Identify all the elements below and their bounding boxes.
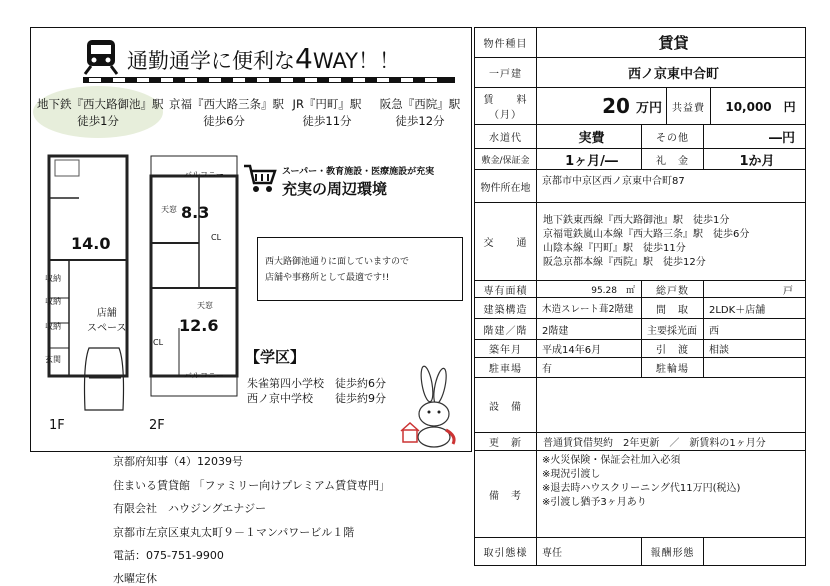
area-label: 専有面積 [475, 281, 537, 297]
address-label: 物件所在地 [475, 170, 537, 202]
bike-parking-label: 駐輪場 [642, 358, 704, 377]
row-equipment [475, 378, 805, 433]
layout-label: 間 取 [642, 298, 704, 318]
cl-label-2: CL [153, 338, 164, 347]
common-fee-value: 10,000 円 [725, 99, 796, 114]
row-built [475, 340, 805, 358]
built-label: 築年月 [475, 340, 537, 357]
rent-value: 20 万円 [537, 88, 667, 124]
remarks-label: 備 考 [475, 451, 537, 537]
deal-type-value: 専任 [537, 538, 642, 565]
bike-parking-value [704, 358, 805, 377]
handover-value: 相談 [709, 345, 729, 356]
cl-label-1: CL [211, 233, 222, 242]
common-fee-label: 共益費 [667, 88, 711, 124]
area-value: 95.28 ㎡ [537, 281, 642, 297]
balcony-bottom-label: バルコニー [184, 371, 224, 380]
company-brand: 住まいる賃貸館 「ファミリー向けプレミアム賃貸専門」 [113, 479, 391, 492]
type-label: 物件種目 [475, 28, 537, 57]
traffic-list: 地下鉄東西線『西大路御池』駅 徒歩1分 京福電鉄嵐山本線『西大路三条』駅 徒歩6分 山陰本線『円町』駅 徒歩11分 阪急京都本線『西院』駅 徒歩12分 [543, 214, 750, 268]
renewal-value: 普通賃貸借契約 2年更新 ／ 新賃料の1ヶ月分 [543, 438, 766, 449]
other-label: その他 [642, 125, 704, 148]
equipment-label: 設 備 [475, 378, 537, 432]
room1-size: 8.3 [181, 203, 210, 222]
rent-label: 賃 料 （月） [475, 88, 537, 124]
commission-label: 報酬形態 [642, 538, 704, 565]
row-floors [475, 319, 805, 340]
address-value: 京都市中京区西ノ京東中合町87 [542, 176, 685, 187]
company-license: 京都府知事（4）12039号 [113, 455, 243, 468]
headline: 通勤通学に便利な4WAY！！ [127, 42, 401, 75]
floor-1f-label: 1F [49, 418, 65, 433]
rail-track [83, 74, 455, 86]
station-1: 地下鉄『西大路御池』駅 徒歩1分 [37, 97, 164, 128]
room2-size: 12.6 [179, 316, 219, 335]
company-tel: 電話：075-751-9900 [113, 549, 224, 562]
shop-space-label: 店舗 スペース [87, 308, 127, 334]
row-traffic [475, 203, 805, 281]
layout-value: 2LDK＋店舗 [709, 304, 766, 316]
row-water [475, 125, 805, 149]
environment-title: 充実の周辺環境 [282, 180, 388, 198]
environment-subtitle: スーパー・教育施設・医療施設が充実 [282, 167, 435, 177]
row-structure [475, 298, 805, 319]
handover-label: 引 渡 [642, 340, 704, 357]
light-value: 西 [709, 325, 719, 337]
company-holiday: 水曜定休 [113, 572, 157, 585]
water-label: 水道代 [475, 125, 537, 148]
built-value: 平成14年6月 [537, 340, 642, 357]
row-type [475, 28, 805, 58]
storage-label: 収納 [45, 274, 61, 283]
station-2: 京福『西大路三条』駅 徒歩6分 [169, 97, 284, 128]
equipment-value [537, 378, 805, 432]
school-district-title: 【学区】 [245, 348, 306, 366]
school-list: 朱雀第四小学校 徒歩約6分 西ノ京中学校 徒歩約9分 [247, 377, 386, 405]
structure-value: 木造スレート葺2階建 [537, 298, 642, 318]
row-area [475, 281, 805, 298]
entrance-label: 玄関 [45, 355, 61, 364]
parking-value: 有 [537, 358, 642, 377]
company-name: 有限会社 ハウジングエナジー [113, 502, 267, 515]
balcony-top-label: バルコニー [184, 170, 224, 179]
storage-label-3: 収納 [45, 322, 61, 331]
deposit-value: 1ヶ月/― [537, 149, 642, 169]
flyer-panel [30, 27, 472, 452]
company-address: 京都市左京区東丸太町９－１マンパワービル１階 [113, 526, 355, 539]
water-value: 実費 [537, 125, 642, 148]
light-label: 主要採光面 [642, 319, 704, 339]
property-info-table [474, 27, 806, 566]
rabbit-mascot-icon [397, 364, 469, 448]
commission-value [704, 538, 805, 565]
row-renewal [475, 433, 805, 451]
storage-label-2: 収納 [45, 297, 61, 306]
other-value: ―円 [768, 131, 795, 146]
traffic-label: 交 通 [475, 203, 537, 280]
deposit-label: 敷金/保証金 [475, 149, 537, 169]
structure-label: 建築構造 [475, 298, 537, 318]
shopping-cart-icon [243, 163, 277, 195]
parking-label: 駐車場 [475, 358, 537, 377]
ldk-size: 14.0 [71, 234, 111, 253]
skylight-label-2: 天窓 [197, 301, 213, 310]
key-money-label: 礼 金 [642, 149, 704, 169]
station-3: JR『円町』駅 徒歩11分 [292, 97, 362, 128]
building-value: 西ノ京東中合町 [627, 67, 719, 82]
row-building [475, 58, 805, 88]
units-value: 戸 [783, 285, 793, 297]
floors-value: 2階建 [537, 319, 642, 339]
key-money-value: 1か月 [739, 153, 775, 169]
row-remarks [475, 451, 805, 538]
note-box: 西大路御池通りに面していますので 店舗や事務所として最適です!! [257, 237, 463, 301]
building-label: 一戸建 [475, 58, 537, 87]
row-rent [475, 88, 805, 125]
floorplan-drawing [39, 148, 239, 438]
deal-type-label: 取引態様 [475, 538, 537, 565]
renewal-label: 更 新 [475, 433, 537, 450]
units-label: 総戸数 [642, 281, 704, 297]
remarks-list: ※火災保険・保証会社加入必須 ※現況引渡し ※退去時ハウスクリーニング代11万円(税込) ※引渡し猶予3ヶ月あり [542, 455, 741, 508]
type-value: 賃貸 [658, 34, 689, 52]
row-parking [475, 358, 805, 378]
row-address [475, 170, 805, 203]
row-deal [475, 538, 805, 565]
train-icon [83, 38, 119, 76]
station-4: 阪急『西院』駅 徒歩12分 [379, 97, 461, 128]
floors-label: 階建／階 [475, 319, 537, 339]
skylight-label-1: 天窓 [161, 205, 177, 214]
row-deposit [475, 149, 805, 170]
floor-2f-label: 2F [149, 418, 165, 433]
